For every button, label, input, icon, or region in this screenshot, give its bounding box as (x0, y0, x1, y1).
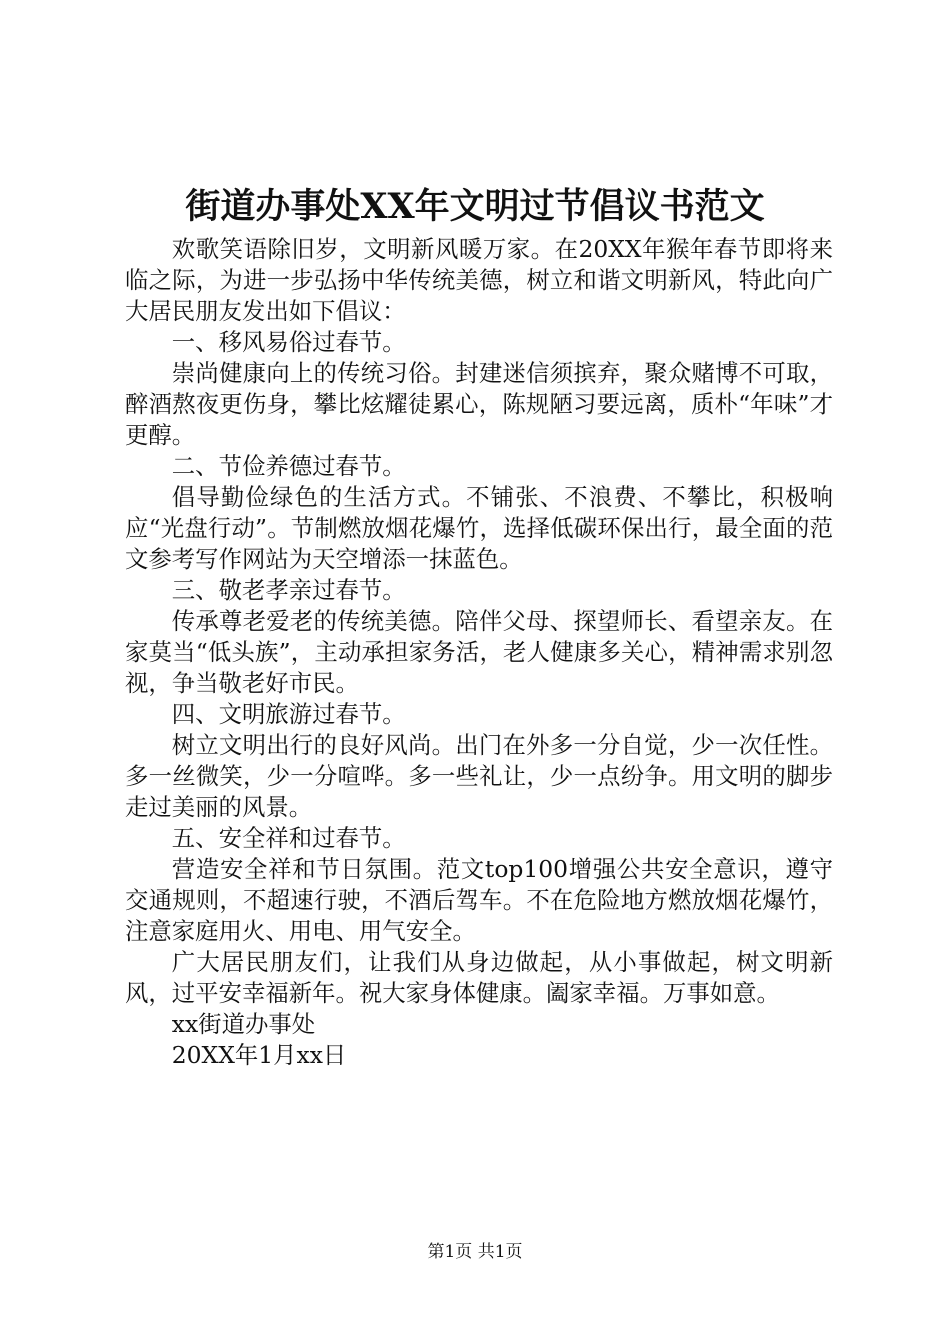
paragraph-2: 倡导勤俭绿色的生活方式。不铺张、不浪费、不攀比，积极响应“光盘行动”。节制燃放烟花爆竹，选择低碳环保出行，最全面的范文参考写作网站为天空增添一抹蓝色。 (125, 483, 833, 573)
section-heading-3: 三、敬老孝亲过春节。 (171, 576, 406, 604)
paragraph-1: 崇尚健康向上的传统习俗。封建迷信须摈弃，聚众赌博不可取，醉酒熬夜更伤身，攀比炫耀徒累心，陈规陋习要远离，质朴“年味”才更醇。 (125, 359, 833, 449)
document-body (125, 234, 833, 1071)
signature-date: 20XX年1月xx日 (171, 1041, 347, 1069)
paragraph-closing: 广大居民朋友们，让我们从身边做起，从小事做起，树文明新风，过平安幸福新年。祝大家身体健康。阖家幸福。万事如意。 (125, 948, 833, 1007)
section-heading-2: 二、节俭养德过春节。 (171, 452, 406, 480)
paragraph-intro: 欢歌笑语除旧岁，文明新风暖万家。在20XX年猴年春节即将来临之际，为进一步弘扬中华传统美德，树立和谐文明新风，特此向广大居民朋友发出如下倡议： (125, 235, 833, 325)
paragraph-4: 树立文明出行的良好风尚。出门在外多一分自觉，少一次任性。多一丝微笑，少一分喧哗。多一些礼让，少一点纷争。用文明的脚步走过美丽的风景。 (125, 731, 833, 821)
signature-office: xx街道办事处 (171, 1010, 316, 1038)
document-title: 街道办事处XX年文明过节倡议书范文 (185, 186, 765, 227)
section-heading-4: 四、文明旅游过春节。 (171, 700, 406, 728)
section-heading-5: 五、安全祥和过春节。 (171, 824, 406, 852)
section-heading-1: 一、移风易俗过春节。 (171, 328, 406, 356)
paragraph-5: 营造安全祥和节日氛围。范文top100增强公共安全意识，遵守交通规则，不超速行驶，不酒后驾车。不在危险地方燃放烟花爆竹，注意家庭用火、用电、用气安全。 (125, 855, 833, 945)
paragraph-3: 传承尊老爱老的传统美德。陪伴父母、探望师长、看望亲友。在家莫当“低头族”，主动承担家务活，老人健康多关心，精神需求别忽视，争当敬老好市民。 (125, 607, 833, 697)
page-footer: 第1页 共1页 (427, 1242, 523, 1262)
